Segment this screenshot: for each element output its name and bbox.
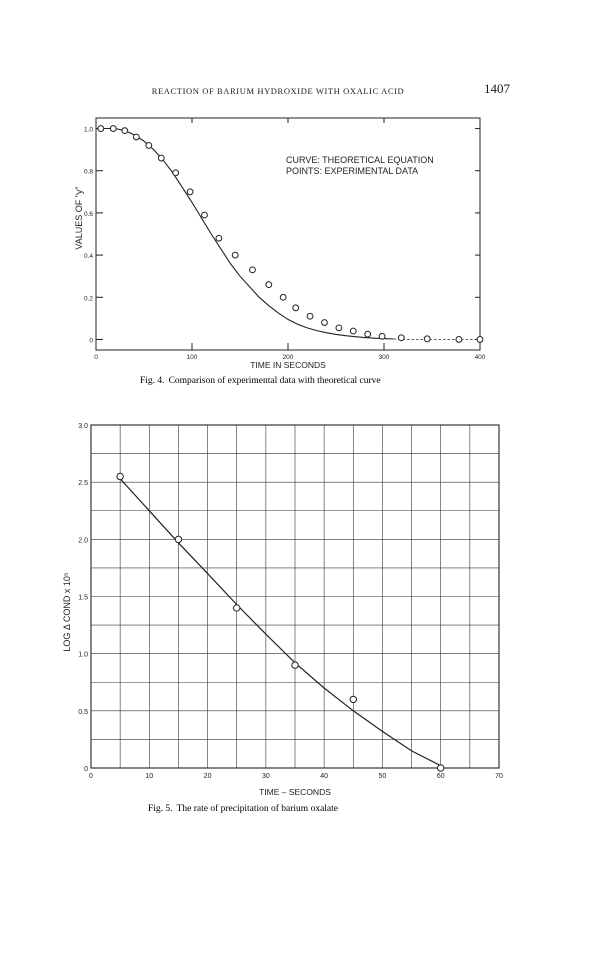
fig5-x-tick-label: 30 [261,773,270,780]
fig5-y-tick-label: 0.5 [78,708,88,716]
fig5-x-tick-label: 40 [320,773,329,780]
fig4-data-point [398,335,404,341]
fig5-ticks [78,423,503,780]
fig4-dashed-extension [394,339,480,340]
fig5-figure-number: Fig. 5. [148,804,173,814]
fig4-y-tick-label: 1.0 [83,126,93,134]
fig4-data-point [216,235,222,241]
fig4-y-tick-label: 0.6 [83,210,93,218]
fig4-x-tick-label: 400 [474,354,486,361]
fig4-data-point [350,328,356,334]
fig4-data-point [365,331,371,337]
fig4-data-point [202,212,208,218]
fig4-data-point [187,189,193,195]
fig4-y-tick-label: 0 [89,337,93,345]
fig4-caption-label [140,375,381,386]
fig4-data-point [133,134,139,140]
fig5-data-point [438,765,444,771]
fig4-data-point [98,126,104,132]
fig5-y-tick-label: 1.0 [78,651,88,659]
fig4-data-point [477,337,483,343]
fig5-data-point [117,473,123,479]
fig5-data-point [234,605,240,611]
fig4-data-point [280,294,286,300]
fig4-data-point [424,336,430,342]
fig5-y-tick-label: 0 [84,766,88,773]
fig4-x-tick-label: 0 [94,354,98,361]
fig4-data-point [250,267,256,273]
fig4-y-tick-label: 0.8 [83,168,93,176]
fig4-data-point [456,337,462,343]
fig5-x-tick-label: 10 [145,773,154,780]
fig4-data-point [158,155,164,161]
fig4-annotation-line-1: CURVE: THEORETICAL EQUATION [286,155,434,165]
fig4-caption-text: Comparison of experimental data with theoretical curve [168,376,381,386]
fig5-x-tick-label: 60 [436,773,445,780]
fig5-y-tick-label: 2.0 [78,537,88,545]
fig5-y-tick-label: 1.5 [78,594,88,602]
fig4-data-point [379,333,385,339]
fig4-annotation-line-2: POINTS: EXPERIMENTAL DATA [286,166,419,176]
fig5-data-point [350,696,356,702]
fig4-data-point [266,282,272,288]
fig5-x-tick-label: 50 [378,773,387,780]
fig4-data-point [307,313,313,319]
fig4-x-axis-label: TIME IN SECONDS [250,360,326,370]
fig5-curves [120,479,441,766]
fig4-data-point [293,305,299,311]
fig5-y-tick-label: 2.5 [78,480,88,488]
fig5-x-tick-label: 20 [203,773,212,780]
fig4-x-tick-label: 300 [378,354,390,361]
fig5-fitted-curve [120,479,441,766]
fig5-y-axis-label: LOG Δ COND x 10⁵ [62,572,72,652]
fig4-data-point [173,170,179,176]
fig5-grid [91,425,499,768]
fig4-data-point [122,128,128,134]
fig4-data-point [322,320,328,326]
figure-4 [74,118,486,386]
fig4-frame [96,118,480,350]
fig5-caption-text: The rate of precipitation of barium oxalate [176,804,338,814]
page-number: 1407 [484,81,510,96]
fig4-y-tick-label: 0.4 [83,253,93,261]
fig4-data-point [336,325,342,331]
fig4-y-tick-label: 0.2 [83,295,93,303]
fig5-y-tick-label: 3.0 [78,423,88,430]
fig4-x-tick-label: 200 [282,354,294,361]
running-head: REACTION OF BARIUM HYDROXIDE WITH OXALIC ACID [151,86,405,96]
fig4-data-point [110,126,116,132]
fig5-points [117,473,444,771]
fig4-x-tick-label: 100 [186,354,198,361]
fig5-data-point [292,662,298,668]
fig5-data-point [175,536,181,542]
figure-5 [62,423,503,814]
fig4-figure-number: Fig. 4. [140,376,165,386]
fig5-x-tick-label: 70 [495,773,503,780]
fig5-caption-label [148,803,338,814]
fig4-data-point [232,252,238,258]
fig4-y-axis-label: VALUES OF "y" [74,186,84,250]
fig4-data-point [146,143,152,149]
fig5-x-axis-label: TIME – SECONDS [259,787,331,797]
fig5-x-tick-label: 0 [89,773,93,780]
